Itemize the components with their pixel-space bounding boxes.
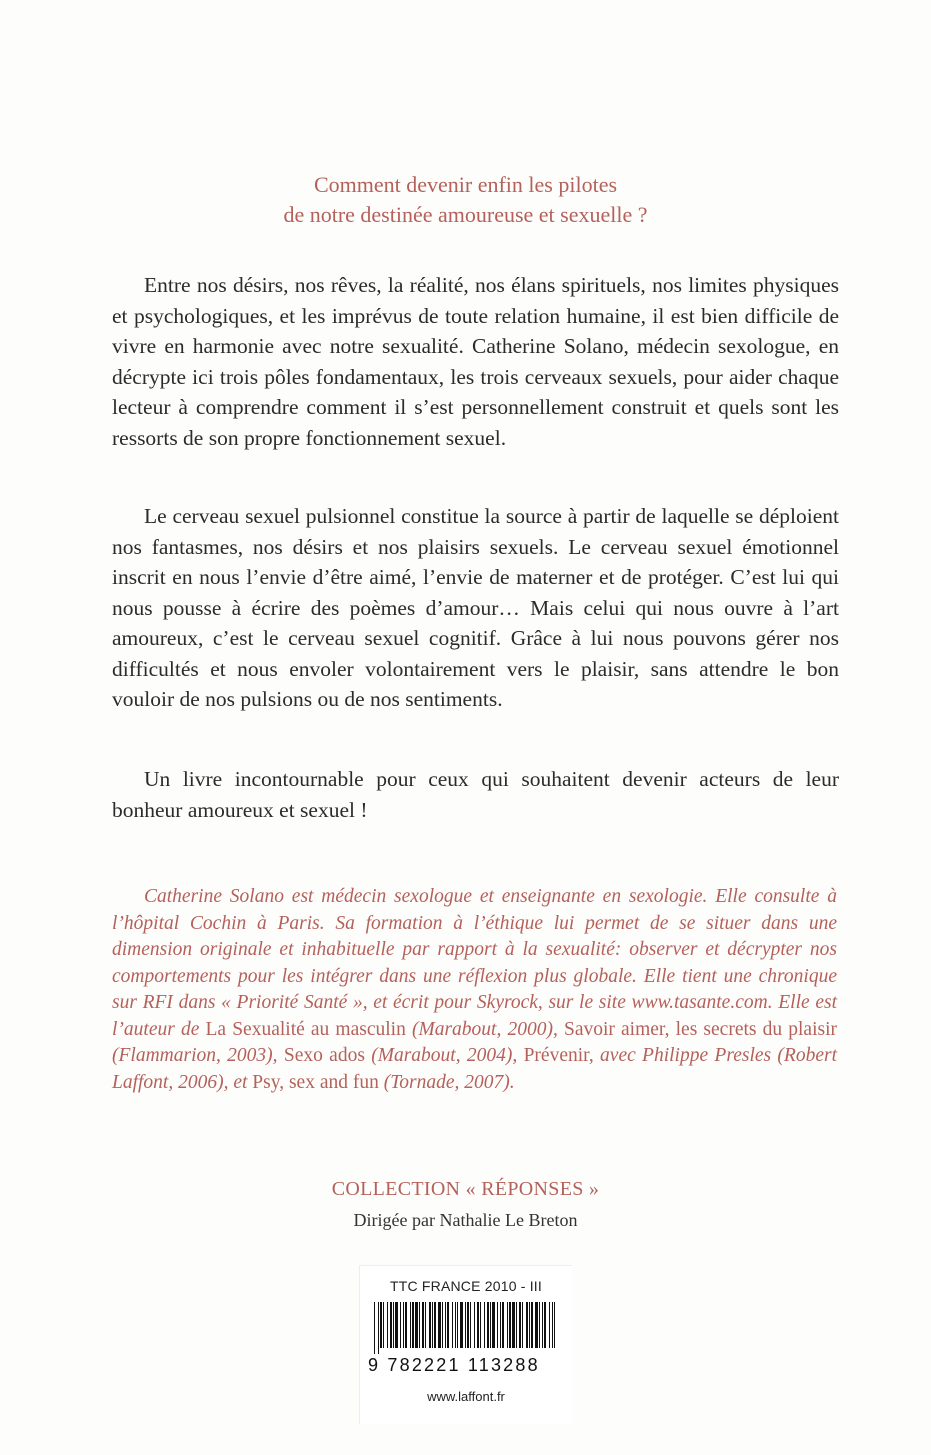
barcode-bar xyxy=(447,1302,449,1348)
publisher-url: www.laffont.fr xyxy=(427,1389,505,1404)
barcode-bar xyxy=(383,1302,384,1348)
barcode-bar xyxy=(403,1302,404,1348)
description-paragraph-3 xyxy=(112,764,839,825)
barcode-bar xyxy=(412,1302,414,1348)
barcode-bar xyxy=(429,1302,431,1348)
barcode-bar xyxy=(400,1302,401,1348)
barcode-bar xyxy=(500,1302,501,1348)
barcode-bar xyxy=(542,1302,543,1348)
barcode-bar xyxy=(425,1302,426,1348)
paragraph-text: Entre nos désirs, nos rêves, la réalité, nos élans spirituels, nos limites physiques et psychologiques, et les imprévus de toute relation humaine, il est bien difficile de vivre en harmonie avec notre sexualité. Catherine Solano, médecin sexologue, en décrypte ici trois pôles fondamentaux, les trois cerveaux sexuels, pour aider chaque lecteur à comprendre comment il s’est personnellement construit et quels sont les ressorts de son propre fonctionnement sexuel. xyxy=(112,273,839,450)
bio-segment: (Marabout, 2004), xyxy=(364,1045,524,1066)
barcode-bar xyxy=(452,1302,453,1348)
barcode-bar xyxy=(512,1302,515,1348)
barcode-bar xyxy=(552,1302,553,1348)
barcode-bar xyxy=(474,1302,475,1348)
description-paragraph-2 xyxy=(112,501,839,715)
barcode-bar xyxy=(445,1302,446,1348)
barcode-bar xyxy=(434,1302,436,1348)
barcode-bar xyxy=(549,1302,550,1348)
barcode-bar xyxy=(519,1302,521,1348)
barcode-bar xyxy=(438,1302,441,1348)
barcode-bar xyxy=(374,1302,375,1354)
barcode-bar xyxy=(432,1302,433,1348)
barcode-bar xyxy=(465,1302,466,1348)
barcode-bar xyxy=(390,1302,392,1348)
barcode-bar xyxy=(395,1302,398,1348)
book-title: Sexo ados xyxy=(283,1045,365,1066)
barcode-bar xyxy=(487,1302,489,1348)
isbn-number: 9 782221 113288 xyxy=(368,1355,540,1375)
barcode-bar xyxy=(380,1302,382,1348)
author-bio xyxy=(112,884,837,1096)
barcode-icon xyxy=(370,1302,562,1354)
barcode-bar xyxy=(415,1302,418,1348)
bio-segment: (Tornade, 2007). xyxy=(378,1071,515,1093)
barcode-bar xyxy=(484,1302,485,1348)
bio-segment: Catherine Solano est médecin sexologue et enseignante en sexologie. Elle consulte à l’hôpital Cochin à Paris. Sa formation à l’éthique lui permet de se situer dans une dimension originale et inhabituelle par rapport à la sexualité: observer et décrypter nos comportements pour les intégrer dans une réflexion plus globale. Elle tient une chronique sur RFI dans « Priorité Santé », et écrit pour Skyrock, sur le site www.tasante.com. Elle est l’auteur de xyxy=(112,886,837,1040)
barcode-bar xyxy=(419,1302,420,1348)
collection-name: COLLECTION « RÉPONSES » xyxy=(331,1178,600,1200)
barcode-bar xyxy=(387,1302,388,1348)
barcode-bar xyxy=(539,1302,540,1348)
barcode-bar xyxy=(442,1302,443,1348)
barcode-bar xyxy=(507,1302,508,1348)
paragraph-text: Un livre incontournable pour ceux qui souhaitent devenir acteurs de leur bonheur amoureux et sexuel ! xyxy=(112,767,839,822)
barcode-bar xyxy=(457,1302,458,1348)
book-title: La Sexualité au masculin xyxy=(205,1018,406,1040)
book-title: Prévenir, xyxy=(523,1045,594,1066)
book-title: Psy, sex and fun xyxy=(252,1071,379,1093)
barcode-bar xyxy=(410,1302,411,1348)
barcode-bar xyxy=(554,1302,555,1348)
barcode-bar xyxy=(422,1302,424,1348)
barcode-bar xyxy=(455,1302,456,1348)
barcode-bar xyxy=(544,1302,546,1348)
barcode-bar xyxy=(526,1302,528,1348)
author-bio-text xyxy=(112,884,837,1096)
barcode-bar xyxy=(535,1302,538,1348)
description-paragraph-1 xyxy=(112,270,839,453)
barcode-bar xyxy=(470,1302,471,1348)
barcode-bar xyxy=(531,1302,533,1348)
book-title: Savoir aimer, les secrets du plaisir xyxy=(563,1018,837,1040)
tagline-line-2: de notre destinée amoureuse et sexuelle ? xyxy=(283,202,648,227)
barcode-bar xyxy=(502,1302,504,1348)
barcode-bar xyxy=(467,1302,469,1348)
bio-segment: (Flammarion, 2003), xyxy=(112,1045,284,1066)
paragraph-text: Le cerveau sexuel pulsionnel constitue la source à partir de laquelle se déploient nos fantasmes, nos désirs et nos plaisirs sexuels. Le cerveau sexuel émotionnel inscrit en nous l’envie d’être aimé, l’envie de materner et de protéger. C’est lui qui nous pousse à écrire des poèmes d’amour… Mais celui qui nous ouvre à l’art amoureux, c’est le cerveau sexuel cognitif. Grâce à lui nous pouvons gérer nos difficultés et nous envoler volontairement vers le plaisir, sans attendre le bon vouloir de nos pulsions ou de nos sentiments. xyxy=(112,504,839,711)
barcode-bar xyxy=(460,1302,463,1348)
barcode-bar xyxy=(522,1302,523,1348)
barcode-bar xyxy=(516,1302,517,1348)
barcode-bar xyxy=(480,1302,481,1348)
barcode-bar xyxy=(529,1302,530,1348)
barcode-bar xyxy=(405,1302,407,1348)
price-code: TTC FRANCE 2010 - III xyxy=(389,1278,542,1294)
bio-segment: avec Philippe Presles (Robert Laffont, 2006), et xyxy=(112,1045,837,1093)
barcode-bar xyxy=(490,1302,491,1348)
barcode-bar xyxy=(497,1302,498,1348)
tagline xyxy=(0,170,931,230)
barcode-label xyxy=(359,1265,572,1424)
bio-segment: (Marabout, 2000), xyxy=(405,1018,564,1040)
barcode-bar xyxy=(378,1302,379,1354)
tagline-line-1: Comment devenir enfin les pilotes xyxy=(313,172,618,197)
barcode-bar xyxy=(509,1302,511,1348)
collection-director: Dirigée par Nathalie Le Breton xyxy=(353,1210,578,1230)
barcode-bar xyxy=(393,1302,394,1348)
barcode-bar xyxy=(492,1302,495,1348)
barcode-bar xyxy=(477,1302,479,1348)
